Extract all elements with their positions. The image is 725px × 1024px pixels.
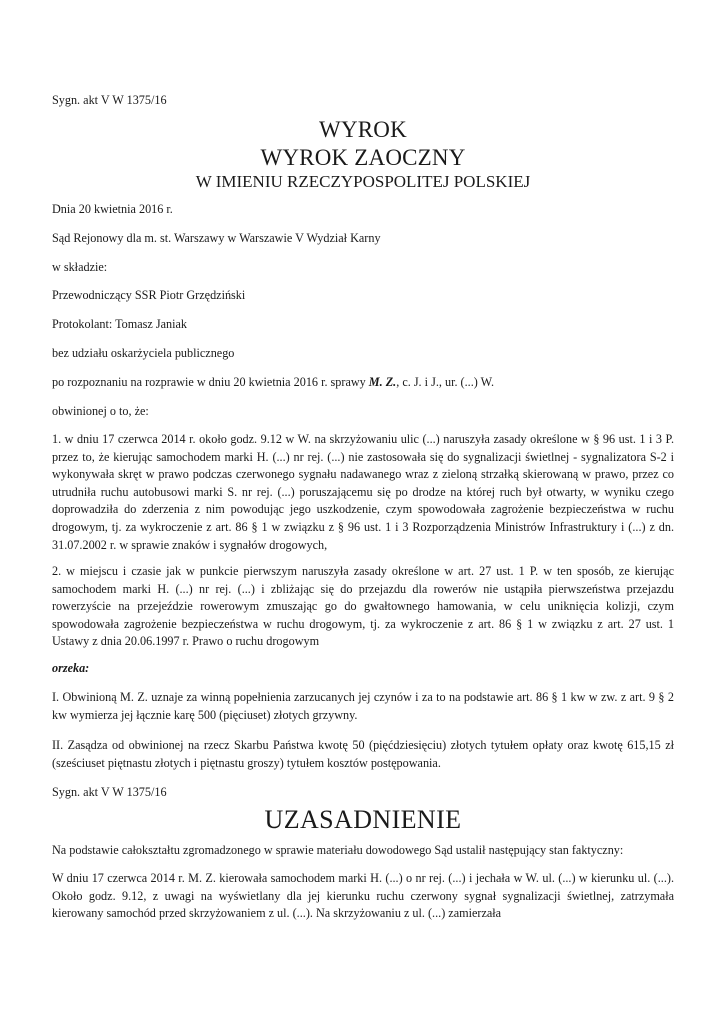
composition-line: w składzie: [52,260,108,274]
ruling-label: orzeka: [52,661,90,675]
case-line-prefix: po rozpoznaniu na rozprawie w dniu 20 kwietnia 2016 r. sprawy [52,375,369,389]
justification-title: UZASADNIENIE [264,805,462,834]
case-line [52,374,674,392]
accused-name: M. Z. [368,375,397,389]
charge-1: 1. w dniu 17 czerwca 2014 r. około godz. 9.12 w W. na skrzyżowaniu ulic (...) naruszyła zasady określone w § 96 ust. 1 i 3 P. przez to, że kierując samochodem marki H. (...) nr rej. (...) nie zastosowała się do sygnalizacji świetlnej - sygnalizatora S-2 i wykonywała skręt w prawo podczas czerwonego sygnału nadawanego wraz z zieloną strzałką skierowaną w prawo, przez co utrudniła ruchu autobusowi marki S. nr rej. (...) poruszającemu się po drodze na której ruch był otwarty, w wyniku czego doprowadziła do zderzenia z nim powodując jego uszkodzenie, czym spowodowała zagrożenie bezpieczeństwa w ruchu drogowym, tj. za wykroczenie z art. 86 § 1 w związku z § 96 ust. 1 i 3 Rozporządzenia Ministrów Infrastruktury i (...) z dn. 31.07.2002 r. w sprawie znaków i sygnałów drogowych, [52,432,674,552]
charge-2: 2. w miejscu i czasie jak w punkcie pierwszym naruszyła zasady określone w art. 27 ust. 1 P. w ten sposób, ze kierując samochodem marki H. (...) nr rej. (...) i zbliżając się do przejazdu dla rowerów nie ustąpiła pierwszeństwa przejazdu rowerzyście na przejeździe rowerowym zmuszając go do gwałtownego hamowania, w celu uniknięcia kolizji, czym spowodowała zagrożenie bezpieczeństwa w ruchu drogowym, tj. za wykroczenie z art. 86 § 1 w związku z art. 27 ust. 1 Ustawy z dnia 20.06.1997 r. Prawo o ruchu drogowym [52,564,674,649]
ruling-1: I. Obwinioną M. Z. uznaje za winną popełnienia zarzucanych jej czynów i za to na podstawie art. 86 § 1 kw w zw. z art. 9 § 2 kw wymierza jej łącznie karę 500 (pięciuset) złotych grzywny. [52,690,674,722]
justification-intro: Na podstawie całokształtu zgromadzonego w sprawie materiału dowodowego Sąd ustalił następujący stan faktyczny: [52,843,624,857]
title-w-imieniu: W IMIENIU RZECZYPOSPOLITEJ POLSKIEJ [195,172,531,191]
title-wyrok: WYROK [319,117,407,142]
ruling-2: II. Zasądza od obwinionej na rzecz Skarbu Państwa kwotę 50 (pięćdziesięciu) złotych tytułem opłaty oraz kwotę 615,15 zł (sześciuset piętnastu złotych i piętnastu groszy) tytułem kosztów postępowania. [52,738,674,770]
case-line-suffix: , c. J. i J., ur. (...) W. [396,375,495,389]
case-signature-top: Sygn. akt V W 1375/16 [52,93,167,107]
chairman-line: Przewodniczący SSR Piotr Grzędziński [52,288,246,302]
case-signature-bottom: Sygn. akt V W 1375/16 [52,785,167,799]
justification-paragraph: W dniu 17 czerwca 2014 r. M. Z. kierowała samochodem marki H. (...) o nr rej. (...) i jechała w W. ul. (...) w kierunku ul. (...). Około godz. 9.12, z uwagi na wyświetlany dla jej kierunku ruchu czerwony sygnał sygnalizacji świetlnej, zatrzymała kierowany samochód przed skrzyżowaniem z ul. (...). Na skrzyżowaniu z ul. (...) zamierzała [52,871,674,921]
accused-line: obwinionej o to, że: [52,404,149,418]
title-wyrok-zaoczny: WYROK ZAOCZNY [260,145,466,170]
prosecutor-line: bez udziału oskarżyciela publicznego [52,346,235,360]
date-line: Dnia 20 kwietnia 2016 r. [52,202,173,216]
court-line: Sąd Rejonowy dla m. st. Warszawy w Warszawie V Wydział Karny [52,231,381,245]
clerk-line: Protokolant: Tomasz Janiak [52,317,187,331]
